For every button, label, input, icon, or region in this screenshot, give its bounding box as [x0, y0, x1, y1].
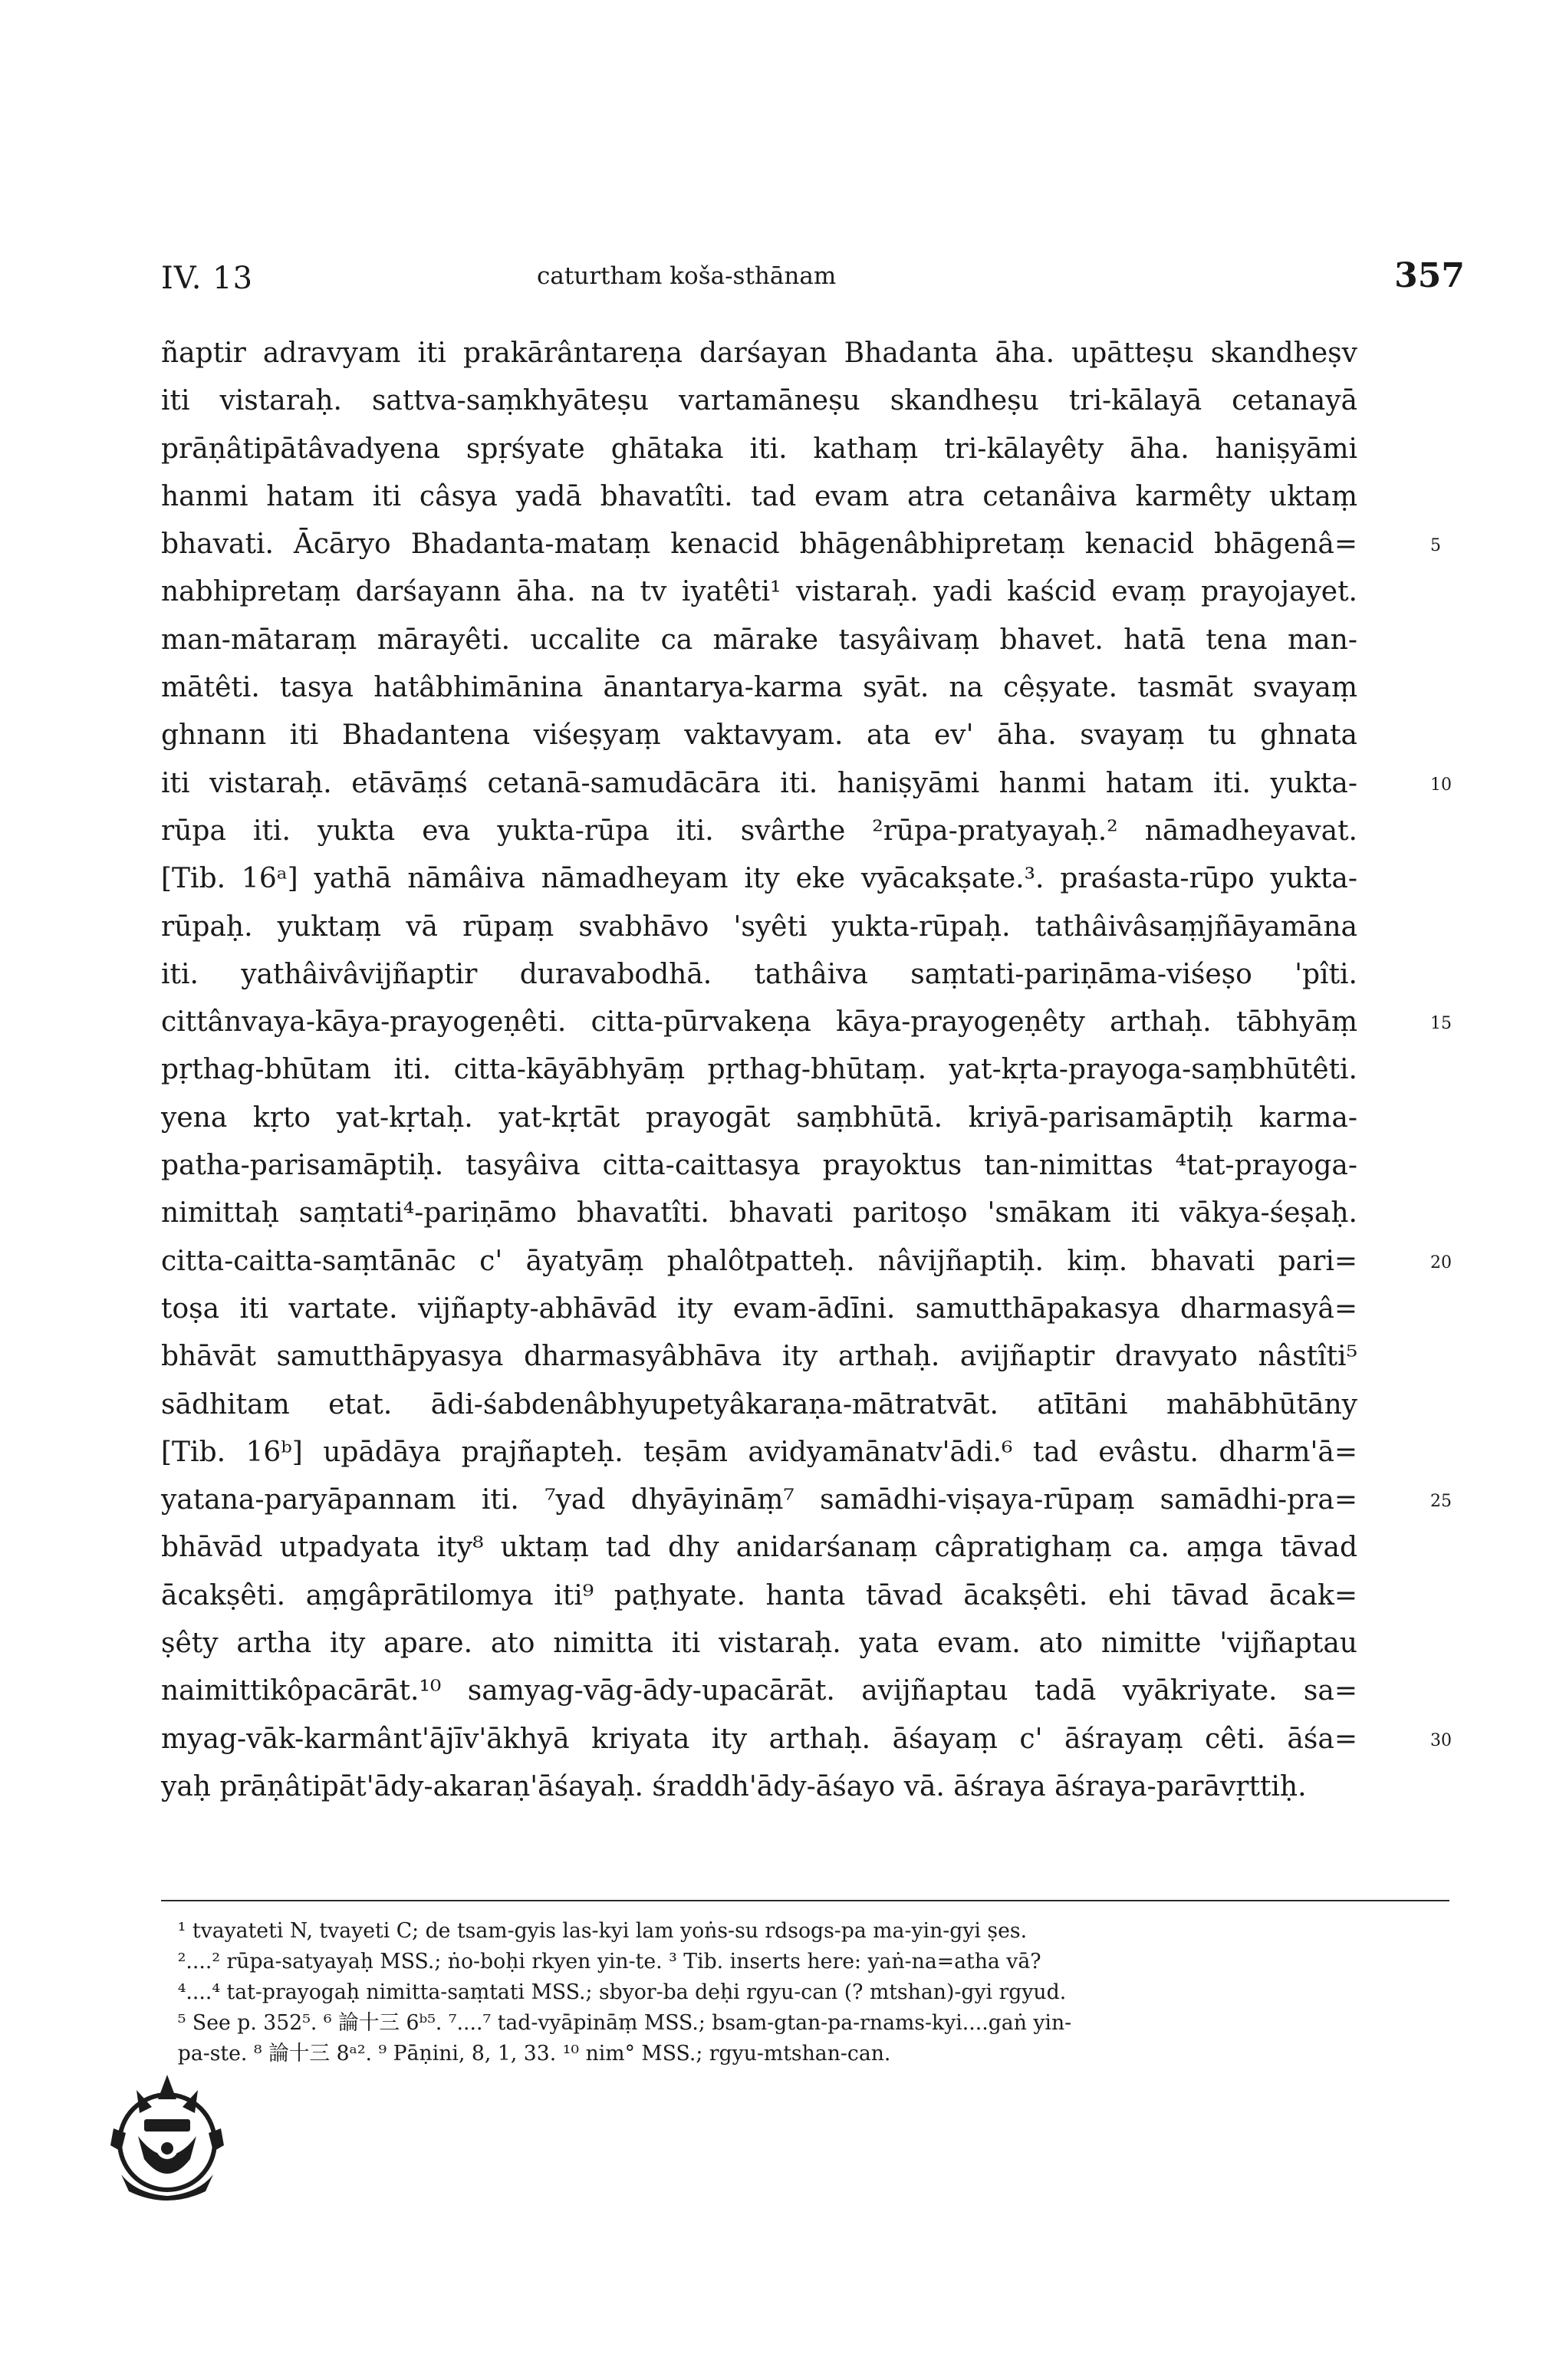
text-line	[161, 1381, 1449, 1429]
line-text: ghnann iti Bhadantena viśeṣyaṃ vaktavyam. ata ev' āha. svayaṃ tu ghnata	[161, 719, 1357, 752]
footnote-line: ⁴....⁴ tat-prayogaḥ nimitta-saṃtati MSS.; sbyor-ba deḥi rgyu-can (? mtshan)-gyi rgyud.	[177, 1980, 1067, 2004]
text-line	[161, 1763, 1449, 1811]
line-text: patha-parisamāptiḥ. tasyâiva citta-caittasya prayoktus tan-nimittas ⁴tat-prayoga-	[161, 1150, 1357, 1182]
text-line	[161, 1333, 1449, 1381]
text-line	[161, 1429, 1449, 1476]
library-seal-stamp-icon	[90, 2059, 244, 2213]
text-line	[161, 904, 1449, 951]
line-text: yena kṛto yat-kṛtaḥ. yat-kṛtāt prayogāt saṃbhūtā. kriyā-parisamāptiḥ karma-	[161, 1101, 1357, 1134]
line-text: bhāvād utpadyata ity⁸ uktaṃ tad dhy anidarśanaṃ câpratighaṃ ca. aṃga tāvad	[161, 1532, 1357, 1564]
text-line	[161, 1524, 1449, 1572]
line-number: 30	[1430, 1730, 1452, 1750]
line-text: ācakṣêti. aṃgâprātilomya iti⁹ paṭhyate. hanta tāvad ācakṣêti. ehi tāvad ācak=	[161, 1579, 1357, 1611]
running-title: caturtham koša-sthānam	[537, 262, 837, 290]
text-line	[161, 1190, 1449, 1237]
line-text: nabhipretaṃ darśayann āha. na tv iyatêti¹ vistaraḥ. yadi kaścid evaṃ prayojayet.	[161, 576, 1357, 608]
text-line	[161, 808, 1449, 855]
line-text: myag-vāk-karmânt'ājīv'ākhyā kriyata ity arthaḥ. āśayaṃ c' āśrayaṃ cêti. āśa=	[161, 1723, 1357, 1755]
line-text: iti vistaraḥ. etāvāṃś cetanā-samudācāra iti. haniṣyāmi hanmi hatam iti. yukta-	[161, 767, 1357, 799]
line-text: iti. yathâivâvijñaptir duravabodhā. tathâiva saṃtati-pariṇāma-viśeṣo 'pîti.	[161, 958, 1357, 990]
line-text: cittânvaya-kāya-prayogeṇêti. citta-pūrvakeṇa kāya-prayogeṇêty arthaḥ. tābhyāṃ	[161, 1006, 1357, 1039]
line-text: ñaptir adravyam iti prakārântareṇa darśayan Bhadanta āha. upātteṣu skandheṣv	[161, 337, 1357, 369]
line-text: prāṇâtipātâvadyena spṛśyate ghātaka iti. kathaṃ tri-kālayêty āha. haniṣyāmi	[161, 433, 1357, 465]
line-text: naimittikôpacārāt.¹⁰ samyag-vāg-ādy-upacārāt. avijñaptau tadā vyākriyate. sa=	[161, 1675, 1357, 1707]
text-line	[161, 951, 1449, 999]
text-line	[161, 1046, 1449, 1094]
line-text: mātêti. tasya hatâbhimānina ānantarya-karma syāt. na cêṣyate. tasmāt svayaṃ	[161, 672, 1357, 704]
running-header	[161, 256, 1465, 307]
line-text: rūpaḥ. yuktaṃ vā rūpaṃ svabhāvo 'syêti yukta-rūpaḥ. tathâivâsaṃjñāyamāna	[161, 910, 1357, 943]
section-number: IV. 13	[161, 261, 254, 296]
text-line	[161, 1142, 1449, 1190]
footnote-line: ⁵ See p. 352⁵. ⁶ 論十三 6ᵇ⁵. ⁷....⁷ tad-vyāpināṃ MSS.; bsam-gtan-pa-rnams-kyi....gaṅ yin-	[177, 2011, 1072, 2035]
line-number: 15	[1430, 1014, 1452, 1034]
footnotes	[161, 1916, 1449, 2069]
line-number: 5	[1430, 536, 1441, 556]
line-text: pṛthag-bhūtam iti. citta-kāyābhyāṃ pṛthag-bhūtaṃ. yat-kṛta-prayoga-saṃbhūtêti.	[161, 1054, 1357, 1086]
page-number: 357	[1394, 256, 1465, 295]
line-number: 10	[1430, 775, 1452, 795]
text-line	[161, 426, 1449, 473]
line-text: sādhitam etat. ādi-śabdenâbhyupetyâkaraṇa-mātratvāt. atītāni mahābhūtāny	[161, 1388, 1357, 1420]
line-text: rūpa iti. yukta eva yukta-rūpa iti. svârthe ²rūpa-pratyayaḥ.² nāmadheyavat.	[161, 815, 1357, 847]
footnote-line: ²....² rūpa-satyayaḥ MSS.; ṅo-boḥi rkyen yin-te. ³ Tib. inserts here: yaṅ-na=atha vā?	[177, 1950, 1041, 1973]
line-text: [Tib. 16ᵃ] yathā nāmâiva nāmadheyam ity eke vyācakṣate.³. praśasta-rūpo yukta-	[161, 863, 1357, 895]
line-number: 20	[1430, 1253, 1452, 1272]
text-line	[161, 664, 1449, 712]
line-text: yatana-paryāpannam iti. ⁷yad dhyāyināṃ⁷ samādhi-viṣaya-rūpaṃ samādhi-pra=	[161, 1484, 1357, 1516]
text-line	[161, 760, 1452, 808]
line-text: toṣa iti vartate. vijñapty-abhāvād ity evam-ādīni. samutthāpakasya dharmasyâ=	[161, 1292, 1357, 1325]
text-line	[161, 712, 1449, 759]
line-text: [Tib. 16ᵇ] upādāya prajñapteḥ. teṣām avidyamānatv'ādi.⁶ tad evâstu. dharm'ā=	[161, 1436, 1357, 1468]
text-line	[161, 1476, 1452, 1524]
line-number: 25	[1430, 1492, 1452, 1512]
text-line	[161, 1285, 1449, 1333]
text-line	[161, 521, 1449, 568]
text-line	[161, 1620, 1449, 1667]
text-line	[161, 1095, 1449, 1142]
line-text: yaḥ prāṇâtipāt'ādy-akaraṇ'āśayaḥ. śraddh'ādy-āśayo vā. āśraya āśraya-parāvṛttiḥ.	[161, 1770, 1307, 1802]
text-line	[161, 1667, 1449, 1715]
footnote-divider	[161, 1900, 1449, 1901]
line-text: bhāvāt samutthāpyasya dharmasyâbhāva ity arthaḥ. avijñaptir dravyato nâstîti⁵	[161, 1341, 1357, 1373]
text-line	[161, 999, 1452, 1046]
line-text: iti vistaraḥ. sattva-saṃkhyāteṣu vartamāneṣu skandheṣu tri-kālayā cetanayā	[161, 385, 1357, 417]
text-line	[161, 1716, 1452, 1763]
text-line	[161, 855, 1449, 903]
line-text: nimittaḥ saṃtati⁴-pariṇāmo bhavatîti. bhavati paritoṣo 'smākam iti vākya-śeṣaḥ.	[161, 1197, 1357, 1230]
text-line	[161, 1572, 1449, 1620]
footnote-line: ¹ tvayateti N, tvayeti C; de tsam-gyis las-kyi lam yoṅs-su rdsogs-pa ma-yin-gyi ṣes.	[177, 1919, 1028, 1943]
text-line	[161, 473, 1449, 521]
line-text: man-mātaraṃ mārayêti. uccalite ca mārake tasyâivaṃ bhavet. hatā tena man-	[161, 624, 1357, 656]
text-line	[161, 330, 1449, 377]
text-line	[161, 617, 1449, 664]
text-line	[161, 568, 1449, 616]
footnote-line: pa-ste. ⁸ 論十三 8ᵃ². ⁹ Pāṇini, 8, 1, 33. ¹⁰ nim° MSS.; rgyu-mtshan-can.	[177, 2042, 891, 2066]
line-text: hanmi hatam iti câsya yadā bhavatîti. tad evam atra cetanâiva karmêty uktaṃ	[161, 480, 1357, 512]
line-text: ṣêty artha ity apare. ato nimitta iti vistaraḥ. yata evam. ato nimitte 'vijñaptau	[161, 1628, 1357, 1660]
line-text: bhavati. Ācāryo Bhadanta-mataṃ kenacid bhāgenâbhipretaṃ kenacid bhāgenâ=	[161, 528, 1357, 561]
text-line	[161, 377, 1449, 425]
body-text	[161, 330, 1452, 1811]
line-text: citta-caitta-saṃtānāc c' āyatyāṃ phalôtpatteḥ. nâvijñaptiḥ. kiṃ. bhavati pari=	[161, 1245, 1357, 1277]
text-line	[161, 1238, 1452, 1285]
